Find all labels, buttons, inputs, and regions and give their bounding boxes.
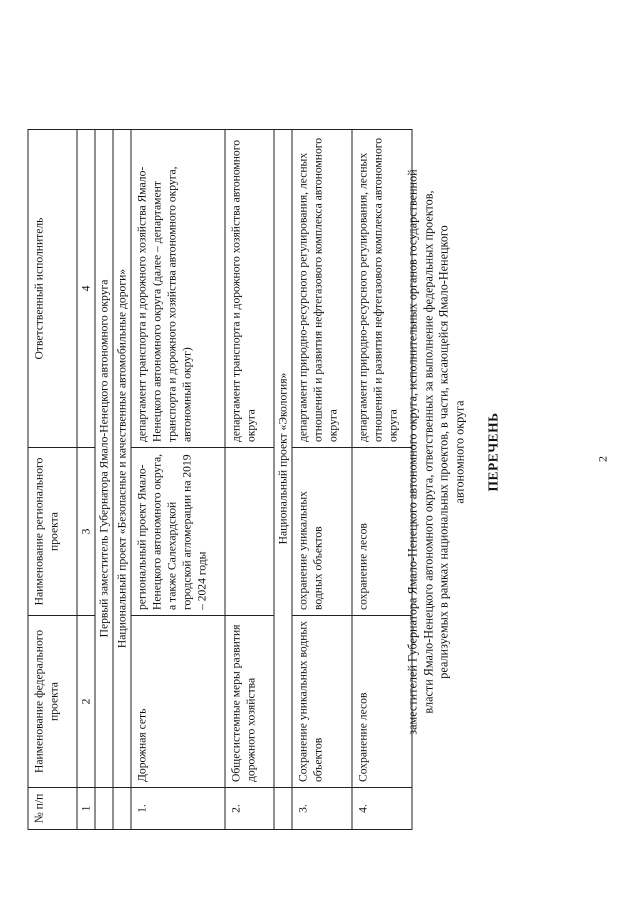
document-title: ПЕРЕЧЕНЬ	[485, 412, 501, 492]
subtitle-line: власти Ямало-Ненецкого автономного округа, ответственных за выполнение федеральных проектов,	[421, 190, 435, 714]
document-page	[28, 52, 613, 852]
header-executor: Ответственный исполнитель	[28, 130, 77, 448]
row-number: 2.	[225, 788, 274, 830]
column-number: 2	[77, 616, 95, 788]
regional-project-name: сохранение лесов	[352, 448, 412, 616]
federal-project-name: Сохранение уникальных водных объектов	[292, 616, 352, 788]
subtitle-line: заместителей Губернатора Ямало-Ненецкого автономного округа, исполнительных органов государственной	[405, 169, 420, 735]
executor-name: департамент природно-ресурсного регулирования, лесных отношений и развития нефтегазового комплекса автономного округа	[292, 130, 352, 448]
national-project-title: Национальный проект «Экология»	[274, 130, 292, 788]
page-number: 2	[595, 456, 610, 462]
row-number: 4.	[352, 788, 412, 830]
executor-name: департамент транспорта и дорожного хозяйства автономного округа	[225, 130, 274, 448]
executor-name: департамент транспорта и дорожного хозяйства Ямало-Ненецкого автономного округа (далее – департамент транспорта и дорожного хозяйства автономного округа, автономный округ)	[131, 130, 225, 448]
column-number: 1	[77, 788, 95, 830]
header-federal-project: Наименование федерального проекта	[28, 616, 77, 788]
table-row	[292, 130, 352, 830]
regional-project-name	[225, 448, 274, 616]
federal-project-name: Дорожная сеть	[131, 616, 225, 788]
table-row	[352, 130, 412, 830]
column-number: 4	[77, 130, 95, 448]
table-row	[131, 130, 225, 830]
federal-project-name: Сохранение лесов	[352, 616, 412, 788]
document-subtitle	[406, 152, 468, 752]
section-row-national-project	[113, 130, 131, 830]
executor-name: департамент природно-ресурсного регулирования, лесных отношений и развития нефтегазового комплекса автономного округа	[352, 130, 412, 448]
header-regional-project: Наименование регионального проекта	[28, 448, 77, 616]
column-number: 3	[77, 448, 95, 616]
regional-project-name: сохранение уникальных водных объектов	[292, 448, 352, 616]
table-header-row	[28, 130, 77, 830]
row-number: 3.	[292, 788, 352, 830]
projects-table	[28, 129, 413, 830]
federal-project-name: Общесистемные меры развития дорожного хозяйства	[225, 616, 274, 788]
responsible-deputy: Первый заместитель Губернатора Ямало-Ненецкого автономного округа	[95, 130, 113, 788]
column-numbers-row	[77, 130, 95, 830]
header-num: № п/п	[28, 788, 77, 830]
table-row	[225, 130, 274, 830]
subtitle-line: автономного округа	[452, 400, 466, 504]
regional-project-name: региональный проект Ямало-Ненецкого автономного округа, а также Салехардской городской агломерации на 2019 – 2024 годы	[131, 448, 225, 616]
section-row-national-project	[274, 130, 292, 830]
row-number: 1.	[131, 788, 225, 830]
section-row-deputy	[95, 130, 113, 830]
national-project-title: Национальный проект «Безопасные и качественные автомобильные дороги»	[113, 130, 131, 788]
subtitle-line: реализуемых в рамках национальных проектов, в части, касающейся Ямало-Ненецкого	[436, 225, 451, 679]
